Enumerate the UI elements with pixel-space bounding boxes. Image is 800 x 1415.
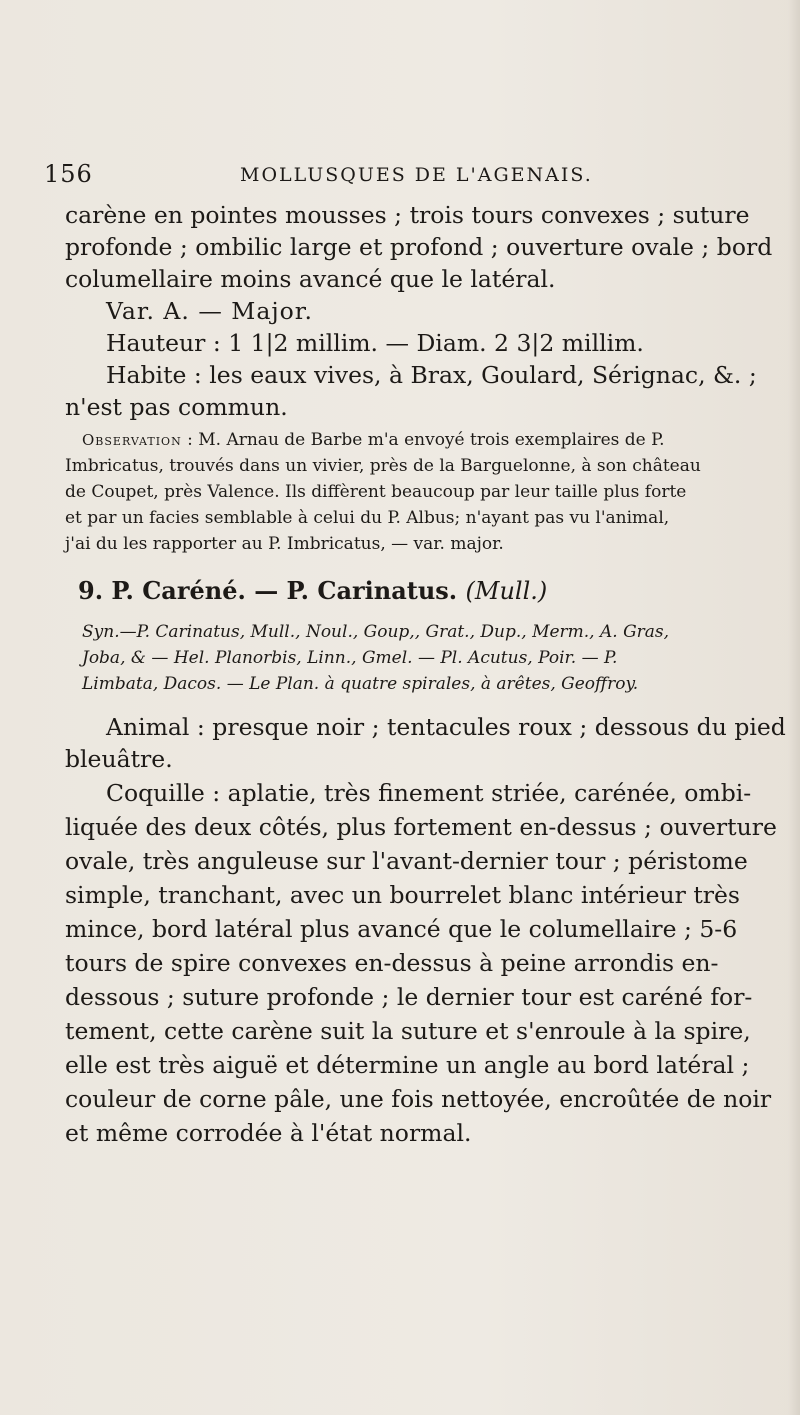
observation-line — [82, 428, 782, 452]
page-number: 156 — [44, 160, 93, 188]
observation-line: et par un facies semblable à celui du P. Albus; n'ayant pas vu l'animal, — [65, 508, 670, 528]
description-line: elle est très aiguë et détermine un angle au bord latéral ; — [65, 1051, 750, 1079]
page-header — [40, 160, 760, 190]
description-line: bleuâtre. — [65, 745, 173, 773]
page-edge-shadow — [788, 0, 800, 1415]
observation-line: j'ai du les rapporter au P. Imbricatus, — var. major. — [65, 534, 504, 554]
text-line: carène en pointes mousses ; trois tours convexes ; suture — [65, 201, 750, 229]
variety-heading: Var. A. — Major. — [106, 297, 313, 325]
synonymy-line: Joba, & — Hel. Planorbis, Linn., Gmel. — Pl. Acutus, Poir. — P. — [82, 648, 618, 668]
habitat: Habite : les eaux vives, à Brax, Goulard, Sérignac, &. ; — [106, 361, 757, 389]
species-heading — [78, 576, 547, 605]
description-line: Animal : presque noir ; tentacules roux ; dessous du pied — [106, 713, 786, 741]
observation-text: : M. Arnau de Barbe m'a envoyé trois exemplaires de P. — [187, 430, 665, 450]
species-author: (Mull.) — [465, 577, 548, 605]
description-line: et même corrodée à l'état normal. — [65, 1119, 472, 1147]
description-line: ovale, très anguleuse sur l'avant-dernier tour ; péristome — [65, 847, 748, 875]
observation-label: Observation — [82, 431, 182, 449]
description-line: liquée des deux côtés, plus fortement en-dessus ; ouverture — [65, 813, 777, 841]
measurements: Hauteur : 1 1|2 millim. — Diam. 2 3|2 millim. — [106, 329, 644, 357]
species-name: P. Caréné. — P. Carinatus. — [111, 576, 458, 605]
description-line: tours de spire convexes en-dessus à peine arrondis en- — [65, 949, 719, 977]
synonymy-line: Syn.—P. Carinatus, Mull., Noul., Goup,, Grat., Dup., Merm., A. Gras, — [82, 622, 670, 642]
description-line: couleur de corne pâle, une fois nettoyée, encroûtée de noir — [65, 1085, 772, 1113]
description-line: mince, bord latéral plus avancé que le columellaire ; 5-6 — [65, 915, 738, 943]
synonymy-line: Limbata, Dacos. — Le Plan. à quatre spirales, à arêtes, Geoffroy. — [82, 674, 639, 694]
species-number: 9. — [78, 576, 104, 605]
observation-line: Imbricatus, trouvés dans un vivier, près de la Barguelonne, à son château — [65, 456, 701, 476]
observation-line: de Coupet, près Valence. Ils diffèrent beaucoup par leur taille plus forte — [65, 482, 687, 502]
description-line: simple, tranchant, avec un bourrelet blanc intérieur très — [65, 881, 740, 909]
text-line: profonde ; ombilic large et profond ; ouverture ovale ; bord — [65, 233, 773, 261]
description-line: Coquille : aplatie, très finement striée, carénée, ombi- — [106, 779, 752, 807]
text-line: n'est pas commun. — [65, 393, 288, 421]
text-line: columellaire moins avancé que le latéral. — [65, 265, 556, 293]
description-line: tement, cette carène suit la suture et s'enroule à la spire, — [65, 1017, 751, 1045]
description-line: dessous ; suture profonde ; le dernier tour est caréné for- — [65, 983, 753, 1011]
running-title: MOLLUSQUES DE L'AGENAIS. — [240, 164, 593, 186]
